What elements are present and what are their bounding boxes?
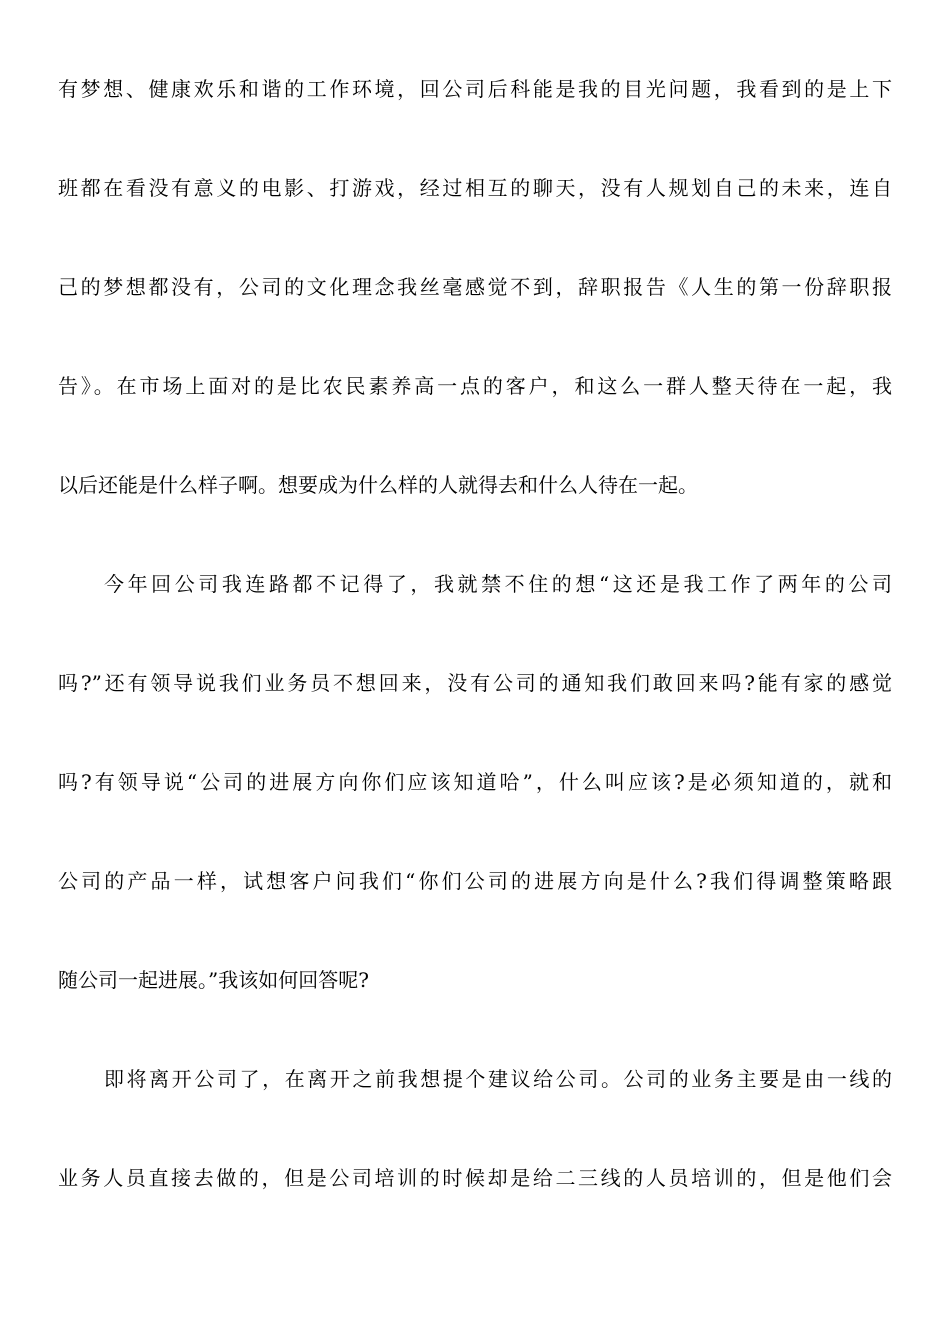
text-line-12: 业务人员直接去做的，但是公司培训的时候却是给二三线的人员培训的，但是他们会 — [58, 1166, 892, 1190]
text-line-5: 以后还能是什么样子啊。想要成为什么样的人就得去和什么人待在一起。 — [58, 473, 698, 497]
text-line-3: 己的梦想都没有，公司的文化理念我丝毫感觉不到，辞职报告《人生的第一份辞职报 — [58, 275, 892, 299]
text-line-2: 班都在看没有意义的电影、打游戏，经过相互的聊天，没有人规划自己的未来，连自 — [58, 176, 892, 200]
text-line-11: 即将离开公司了，在离开之前我想提个建议给公司。公司的业务主要是由一线的 — [104, 1067, 892, 1091]
text-line-1: 有梦想、健康欢乐和谐的工作环境，回公司后科能是我的目光问题，我看到的是上下 — [58, 77, 892, 101]
text-line-10: 随公司一起进展。”我该如何回答呢? — [58, 968, 369, 992]
text-line-9: 公司的产品一样，试想客户问我们“你们公司的进展方向是什么?我们得调整策略跟 — [58, 869, 892, 893]
text-line-8: 吗?有领导说“公司的进展方向你们应该知道哈”，什么叫应该?是必须知道的，就和 — [58, 770, 892, 794]
text-line-7: 吗?”还有领导说我们业务员不想回来，没有公司的通知我们敢回来吗?能有家的感觉 — [58, 671, 892, 695]
text-line-4: 告》。在市场上面对的是比农民素养高一点的客户，和这么一群人整天待在一起，我 — [58, 374, 892, 398]
text-line-6: 今年回公司我连路都不记得了，我就禁不住的想“这还是我工作了两年的公司 — [104, 572, 892, 596]
